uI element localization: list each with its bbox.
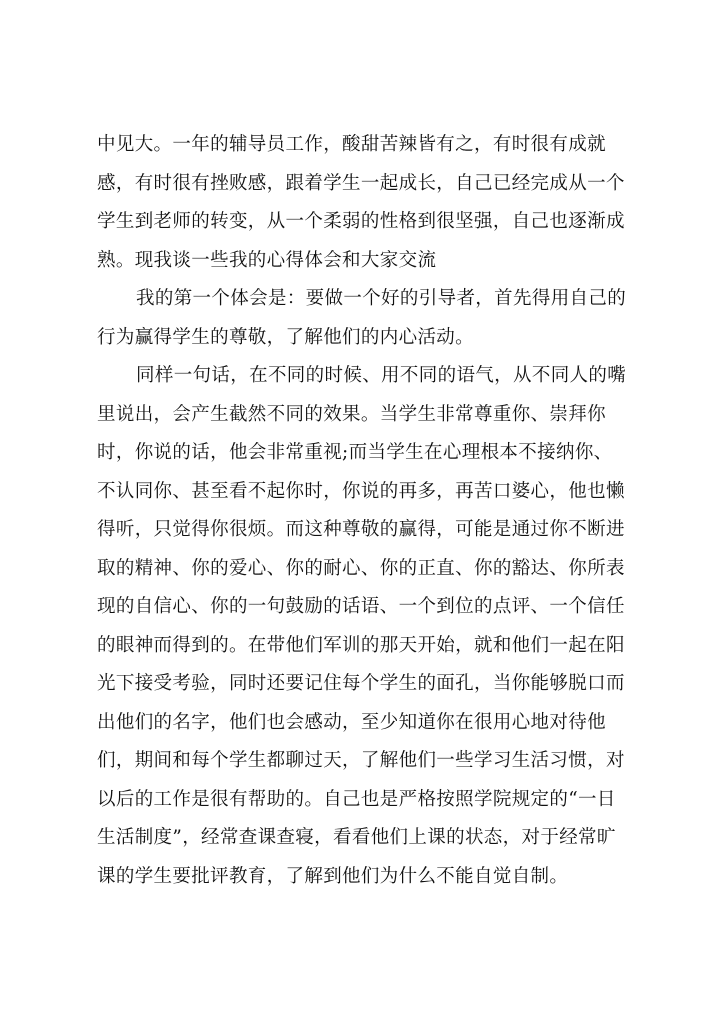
text-line: 中见大。一年的辅导员工作，酸甜苦辣皆有之，有时很有成就: [97, 134, 606, 155]
document-body: [97, 126, 639, 896]
text-line: 以后的工作是很有帮助的。自己也是严格按照学院规定的“一日: [97, 788, 616, 810]
text-line: 里说出，会产生截然不同的效果。当学生非常尊重你、崇拜你: [97, 403, 606, 425]
text-line: 生活制度”，经常查课查寝，看看他们上课的状态，对于经常旷: [97, 827, 616, 848]
text-line: 感，有时很有挫败感，跟着学生一起成长，自己已经完成从一个: [97, 172, 625, 194]
paragraph-first-line: 同样一句话，在不同的时候、用不同的语气，从不同人的嘴: [136, 365, 627, 386]
text-line: 学生到老师的转变，从一个柔弱的性格到很坚强，自己也逐渐成: [97, 211, 625, 232]
text-line: 行为赢得学生的尊敬，了解他们的内心活动。: [97, 326, 475, 348]
text-line: 不认同你、甚至看不起你时，你说的再多，再苦口婆心，他也懒: [97, 480, 625, 502]
text-line: 熟。现我谈一些我的心得体会和大家交流: [97, 249, 437, 271]
text-line: 出他们的名字，他们也会感动，至少知道你在很用心地对待他: [97, 711, 606, 733]
paragraph-first-line: 我的第一个体会是：要做一个好的引导者，首先得用自己的: [136, 288, 627, 309]
text-line: 的眼神而得到的。在带他们军训的那天开始，就和他们一起在阳: [97, 634, 625, 656]
text-line: 时，你说的话，他会非常重视;而当学生在心理根本不接纳你、: [97, 442, 613, 463]
text-line: 现的自信心、你的一句鼓励的话语、一个到位的点评、一个信任: [97, 596, 625, 617]
text-line: 得听，只觉得你很烦。而这种尊敬的赢得，可能是通过你不断进: [97, 519, 625, 540]
text-line: 取的精神、你的爱心、你的耐心、你的正直、你的豁达、你所表: [97, 557, 625, 579]
text-line: 课的学生要批评教育，了解到他们为什么不能自觉自制。: [97, 865, 569, 887]
text-line: 光下接受考验，同时还要记住每个学生的面孔，当你能够脱口而: [97, 673, 625, 694]
text-line: 们，期间和每个学生都聊过天，了解他们一些学习生活习惯，对: [97, 750, 625, 771]
